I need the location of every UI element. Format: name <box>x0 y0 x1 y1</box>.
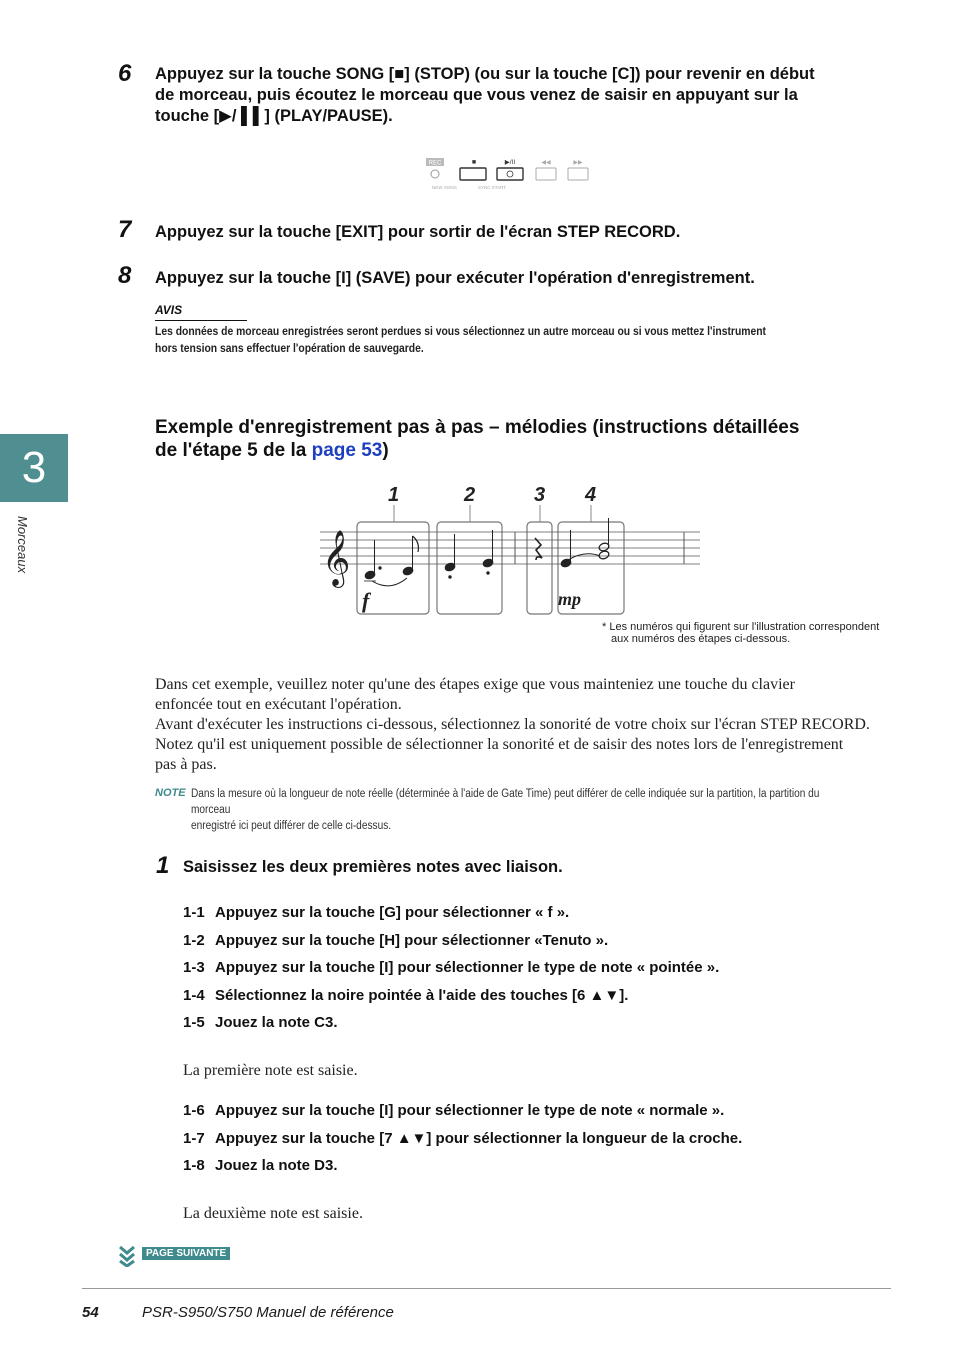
caption-line: * Les numéros qui figurent sur l'illustration correspondent <box>602 621 880 633</box>
stop-icon: ■ <box>471 159 477 166</box>
avis-label: AVIS <box>155 303 183 317</box>
heading-line: Exemple d'enregistrement pas à pas – mélodies (instructions détaillées <box>155 417 800 438</box>
avis-rule <box>155 320 247 321</box>
substep <box>183 903 883 931</box>
figure-number-4: 4 <box>585 484 597 506</box>
avis-text <box>155 324 803 358</box>
intro-line: pas à pas. <box>155 756 217 773</box>
figure-number-1: 1 <box>388 484 400 506</box>
step-number: 7 <box>118 216 132 243</box>
intro-line: Notez qu'il est uniquement possible de sélectionner la sonorité et de saisir des notes lors de l'enregistrement <box>155 736 844 753</box>
substep-text: Sélectionnez la noire pointée à l'aide des touches [6 ▲▼]. <box>215 986 629 1004</box>
new-song-label: NEW SONG <box>432 185 458 190</box>
substep <box>183 1101 883 1129</box>
intro-line: Dans cet exemple, veuillez noter qu'une des étapes exige que vous mainteniez une touche du clavier <box>155 676 795 693</box>
rec-label: REC <box>428 160 442 167</box>
step-box-3 <box>527 522 552 614</box>
note-text <box>191 786 860 834</box>
page-number: 54 <box>82 1304 99 1321</box>
substep-text: Appuyez sur la touche [7 ▲▼] pour sélectionner la longueur de la croche. <box>215 1129 743 1147</box>
step-6-line: touche [▶/ ▌▌] (PLAY/PAUSE). <box>155 107 393 125</box>
intro-line: Avant d'exécuter les instructions ci-dessous, sélectionnez la sonorité de votre choix sur l'écran STEP RECORD. <box>155 716 870 733</box>
dot <box>379 567 381 569</box>
dynamic-mp: mp <box>558 589 582 609</box>
avis-line: Les données de morceau enregistrées seront perdues si vous sélectionnez un autre morceau ou si vous mettez l'instrument <box>155 326 767 338</box>
substep-number: 1-6 <box>183 1102 205 1119</box>
song-panel-illustration <box>420 155 600 195</box>
substep-text: Appuyez sur la touche [I] pour sélectionner le type de note « normale ». <box>215 1102 725 1119</box>
step-number: 1 <box>156 852 170 879</box>
substep <box>183 986 883 1014</box>
result-text: La deuxième note est saisie. <box>183 1205 363 1222</box>
substep-number: 1-5 <box>183 1014 205 1031</box>
next-page-label: PAGE SUIVANTE <box>142 1247 230 1260</box>
substep-number: 1-7 <box>183 1129 205 1147</box>
double-chevron-down-icon <box>118 1245 140 1267</box>
substep <box>183 1156 883 1184</box>
staccato-dot <box>449 576 451 578</box>
substep <box>183 1129 883 1157</box>
dynamic-f: f <box>362 588 370 613</box>
intro-line: enfoncée tout en exécutant l'opération. <box>155 696 402 713</box>
note-label: NOTE <box>155 787 186 799</box>
chapter-label: Morceaux <box>15 516 30 574</box>
rec-button <box>431 170 439 178</box>
step-8-text: Appuyez sur la touche [I] (SAVE) pour exécuter l'opération d'enregistrement. <box>155 269 755 287</box>
heading-text: de l'étape 5 de la <box>155 440 312 461</box>
stop-button <box>460 168 486 180</box>
substep-text: Appuyez sur la touche [I] pour sélectionner le type de note « pointée ». <box>215 959 720 976</box>
heading-line <box>155 439 875 462</box>
sync-start-label: SYNC START <box>478 185 507 190</box>
substep-number: 1-2 <box>183 931 205 949</box>
step-number: 8 <box>118 262 132 289</box>
figure-caption <box>602 621 879 645</box>
rewind-button <box>536 168 556 180</box>
tie <box>372 578 407 586</box>
substep-number: 1-8 <box>183 1157 205 1174</box>
substeps-group-b <box>183 1101 883 1184</box>
step-7-text: Appuyez sur la touche [EXIT] pour sortir de l'écran STEP RECORD. <box>155 223 681 241</box>
fast-forward-button <box>568 168 588 180</box>
step-1-title: Saisissez les deux premières notes avec liaison. <box>183 858 563 876</box>
substep-text: Appuyez sur la touche [H] pour sélectionner «Tenuto ». <box>215 931 609 949</box>
step-6-line: Appuyez sur la touche SONG [■] (STOP) (ou sur la touche [C]) pour revenir en début <box>155 65 815 83</box>
quarter-rest-icon <box>535 538 542 560</box>
substep <box>183 958 883 986</box>
slur <box>568 554 600 560</box>
figure-number-2: 2 <box>464 484 476 506</box>
chapter-tab: 3 <box>0 434 68 502</box>
figure-number-3: 3 <box>534 484 546 506</box>
staccato-dot <box>487 572 489 574</box>
substeps-group-a <box>183 903 883 1041</box>
note-line: Dans la mesure où la longueur de note réelle (déterminée à l'aide de Gate Time) peut différer de celle indiquée sur la partition, la partition du morceau <box>191 788 820 816</box>
substep-number: 1-4 <box>183 986 205 1004</box>
step-number: 6 <box>118 60 132 87</box>
result-text: La première note est saisie. <box>183 1062 358 1079</box>
substep-text: Jouez la note D3. <box>215 1157 338 1174</box>
page-53-link[interactable]: page 53 <box>311 440 383 461</box>
fast-forward-icon: ▶▶ <box>573 160 583 166</box>
heading-text: ) <box>382 440 389 461</box>
substep-number: 1-1 <box>183 904 205 921</box>
substep <box>183 931 883 959</box>
rewind-icon: ◀◀ <box>541 160 551 166</box>
half-note-head <box>598 550 610 560</box>
treble-clef-icon: 𝄞 <box>322 530 351 586</box>
step-6-text <box>155 64 915 127</box>
note-line: enregistré ici peut différer de celle ci-dessus. <box>191 820 392 832</box>
intro-paragraph <box>155 675 895 775</box>
substep <box>183 1013 883 1041</box>
play-pause-button <box>497 168 523 180</box>
section-heading <box>155 416 875 462</box>
manual-title: PSR-S950/S750 Manuel de référence <box>142 1304 394 1321</box>
substep-text: Jouez la note C3. <box>215 1014 338 1031</box>
avis-line: hors tension sans effectuer l'opération de sauvegarde. <box>155 343 424 355</box>
substep-number: 1-3 <box>183 959 205 976</box>
play-pause-icon: ▶/II <box>504 159 516 166</box>
substep-text: Appuyez sur la touche [G] pour sélectionner « f ». <box>215 904 570 921</box>
score-figure <box>300 478 710 623</box>
sync-indicator <box>507 171 513 177</box>
footer-rule <box>82 1288 891 1289</box>
step-6-line: de morceau, puis écoutez le morceau que vous venez de saisir en appuyant sur la <box>155 86 798 104</box>
caption-line: aux numéros des étapes ci-dessous. <box>611 633 791 645</box>
flag <box>413 536 419 552</box>
